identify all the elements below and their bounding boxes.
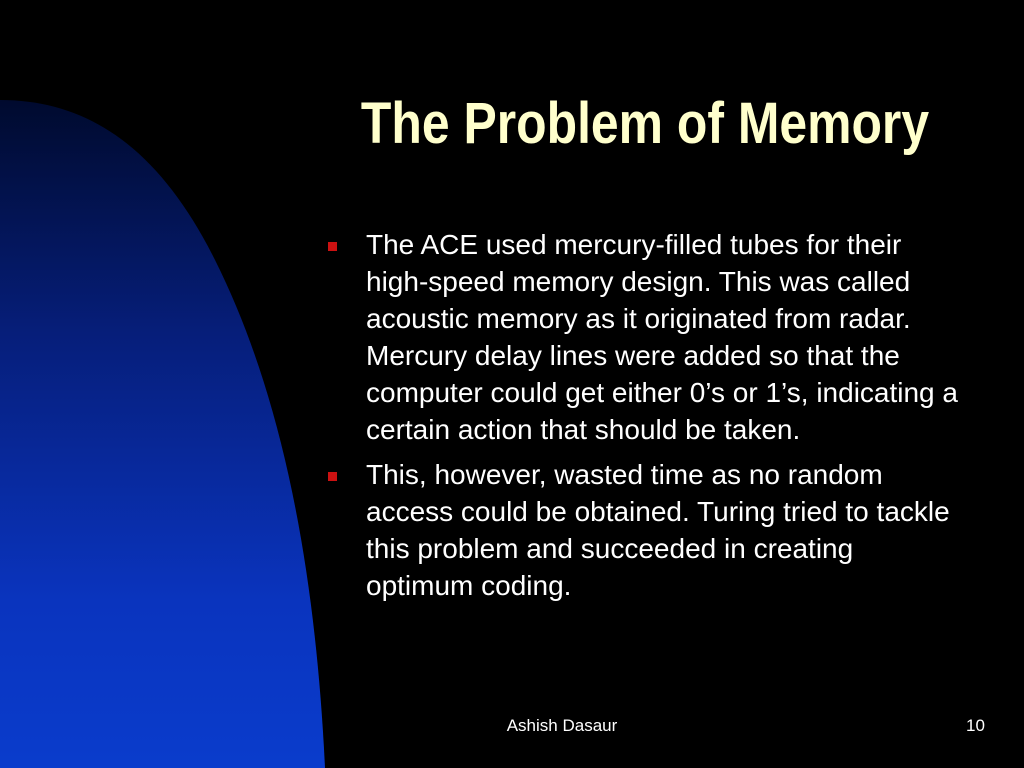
slide-title: The Problem of Memory	[360, 91, 930, 156]
bullet-text: This, however, wasted time as no random access could be obtained. Turing tried to tackle this problem and succeeded in creating optimum coding.	[366, 459, 950, 601]
square-bullet-icon	[328, 242, 337, 251]
page-number: 10	[966, 716, 985, 735]
square-bullet-icon	[328, 472, 337, 481]
bullet-item	[326, 456, 966, 604]
bullet-text: The ACE used mercury-filled tubes for their high-speed memory design. This was called acoustic memory as it originated from radar. Mercury delay lines were added so that the computer could get either 0’s or 1’s, indicating a certain action that should be taken.	[366, 229, 958, 445]
bullet-item	[326, 226, 966, 448]
bullet-list	[326, 226, 966, 612]
footer-author: Ashish Dasaur	[506, 716, 618, 735]
